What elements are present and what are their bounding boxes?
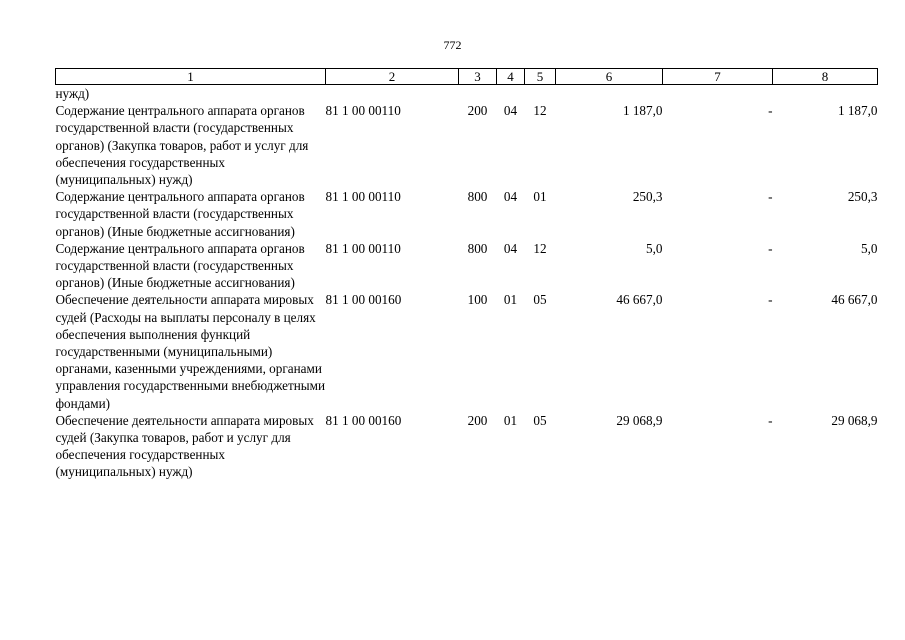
row-pr: 01 [533, 189, 547, 205]
row-name: Содержание центрального аппарата органов государственной власти (государственных органов) (Закупка товаров, работ и услуг для обеспечения государственных (муниципальных) нужд) [55, 103, 309, 188]
header-cell: 6 [556, 69, 663, 85]
row-vr: 800 [467, 240, 488, 256]
header-cell: 1 [56, 69, 326, 85]
table-row [56, 102, 878, 188]
row-csr: 81 1 00 00110 [325, 189, 401, 205]
row-sum2: - [768, 103, 773, 119]
row-sum2: - [768, 189, 773, 205]
row-name: Содержание центрального аппарата органов государственной власти (государственных органов) (Иные бюджетные ассигнования) [55, 240, 305, 291]
page-number: 772 [443, 38, 462, 52]
row-pr: 05 [533, 412, 547, 428]
row-name: Содержание центрального аппарата органов государственной власти (государственных органов) (Иные бюджетные ассигнования) [55, 189, 305, 239]
row-sum2: - [768, 240, 773, 256]
row-sum1: 29 068,9 [616, 412, 663, 428]
row-rz: 01 [503, 412, 518, 428]
row-sum1: 250,3 [632, 189, 663, 205]
row-sum2: - [768, 412, 773, 428]
header-cell: 8 [773, 69, 878, 85]
continuation-text: нужд) [55, 86, 90, 101]
row-vr: 800 [467, 189, 488, 205]
row-sum2: - [768, 292, 773, 308]
table-row-continuation [56, 85, 878, 103]
header-cell: 7 [663, 69, 773, 85]
row-pr: 12 [533, 103, 547, 119]
header-cell: 2 [326, 69, 459, 85]
row-vr: 100 [467, 292, 488, 308]
budget-table [55, 68, 878, 481]
row-name: Обеспечение деятельности аппарата мировых судей (Закупка товаров, работ и услуг для обеспечения государственных (муниципальных) нужд) [55, 412, 314, 480]
header-cell: 3 [459, 69, 497, 85]
row-sum1: 46 667,0 [616, 292, 663, 308]
row-pr: 05 [533, 292, 547, 308]
row-rz: 01 [503, 292, 518, 308]
row-csr: 81 1 00 00110 [325, 240, 401, 256]
row-sum3: 250,3 [847, 189, 878, 205]
header-row [56, 69, 878, 85]
table-row [56, 291, 878, 411]
row-sum3: 46 667,0 [831, 292, 878, 308]
row-csr: 81 1 00 00110 [325, 103, 401, 119]
row-csr: 81 1 00 00160 [325, 412, 402, 428]
table-row [56, 240, 878, 292]
row-sum3: 1 187,0 [837, 103, 878, 119]
row-sum3: 29 068,9 [831, 412, 878, 428]
header-cell: 4 [497, 69, 525, 85]
row-rz: 04 [503, 189, 518, 205]
row-vr: 200 [467, 103, 488, 119]
row-vr: 200 [467, 412, 488, 428]
row-rz: 04 [503, 103, 518, 119]
row-sum3: 5,0 [861, 240, 878, 256]
row-rz: 04 [503, 240, 518, 256]
row-sum1: 1 187,0 [622, 103, 663, 119]
row-csr: 81 1 00 00160 [325, 292, 402, 308]
table-row [56, 412, 878, 481]
row-sum1: 5,0 [646, 240, 663, 256]
row-pr: 12 [533, 240, 547, 256]
table-row [56, 188, 878, 240]
row-name: Обеспечение деятельности аппарата мировых судей (Расходы на выплаты персоналу в целях обеспечения выполнения функций государственными (муниципальными) органами, казенными учреждениями, органами управления государственными внебюджетными фондами) [55, 292, 326, 411]
header-cell: 5 [525, 69, 556, 85]
